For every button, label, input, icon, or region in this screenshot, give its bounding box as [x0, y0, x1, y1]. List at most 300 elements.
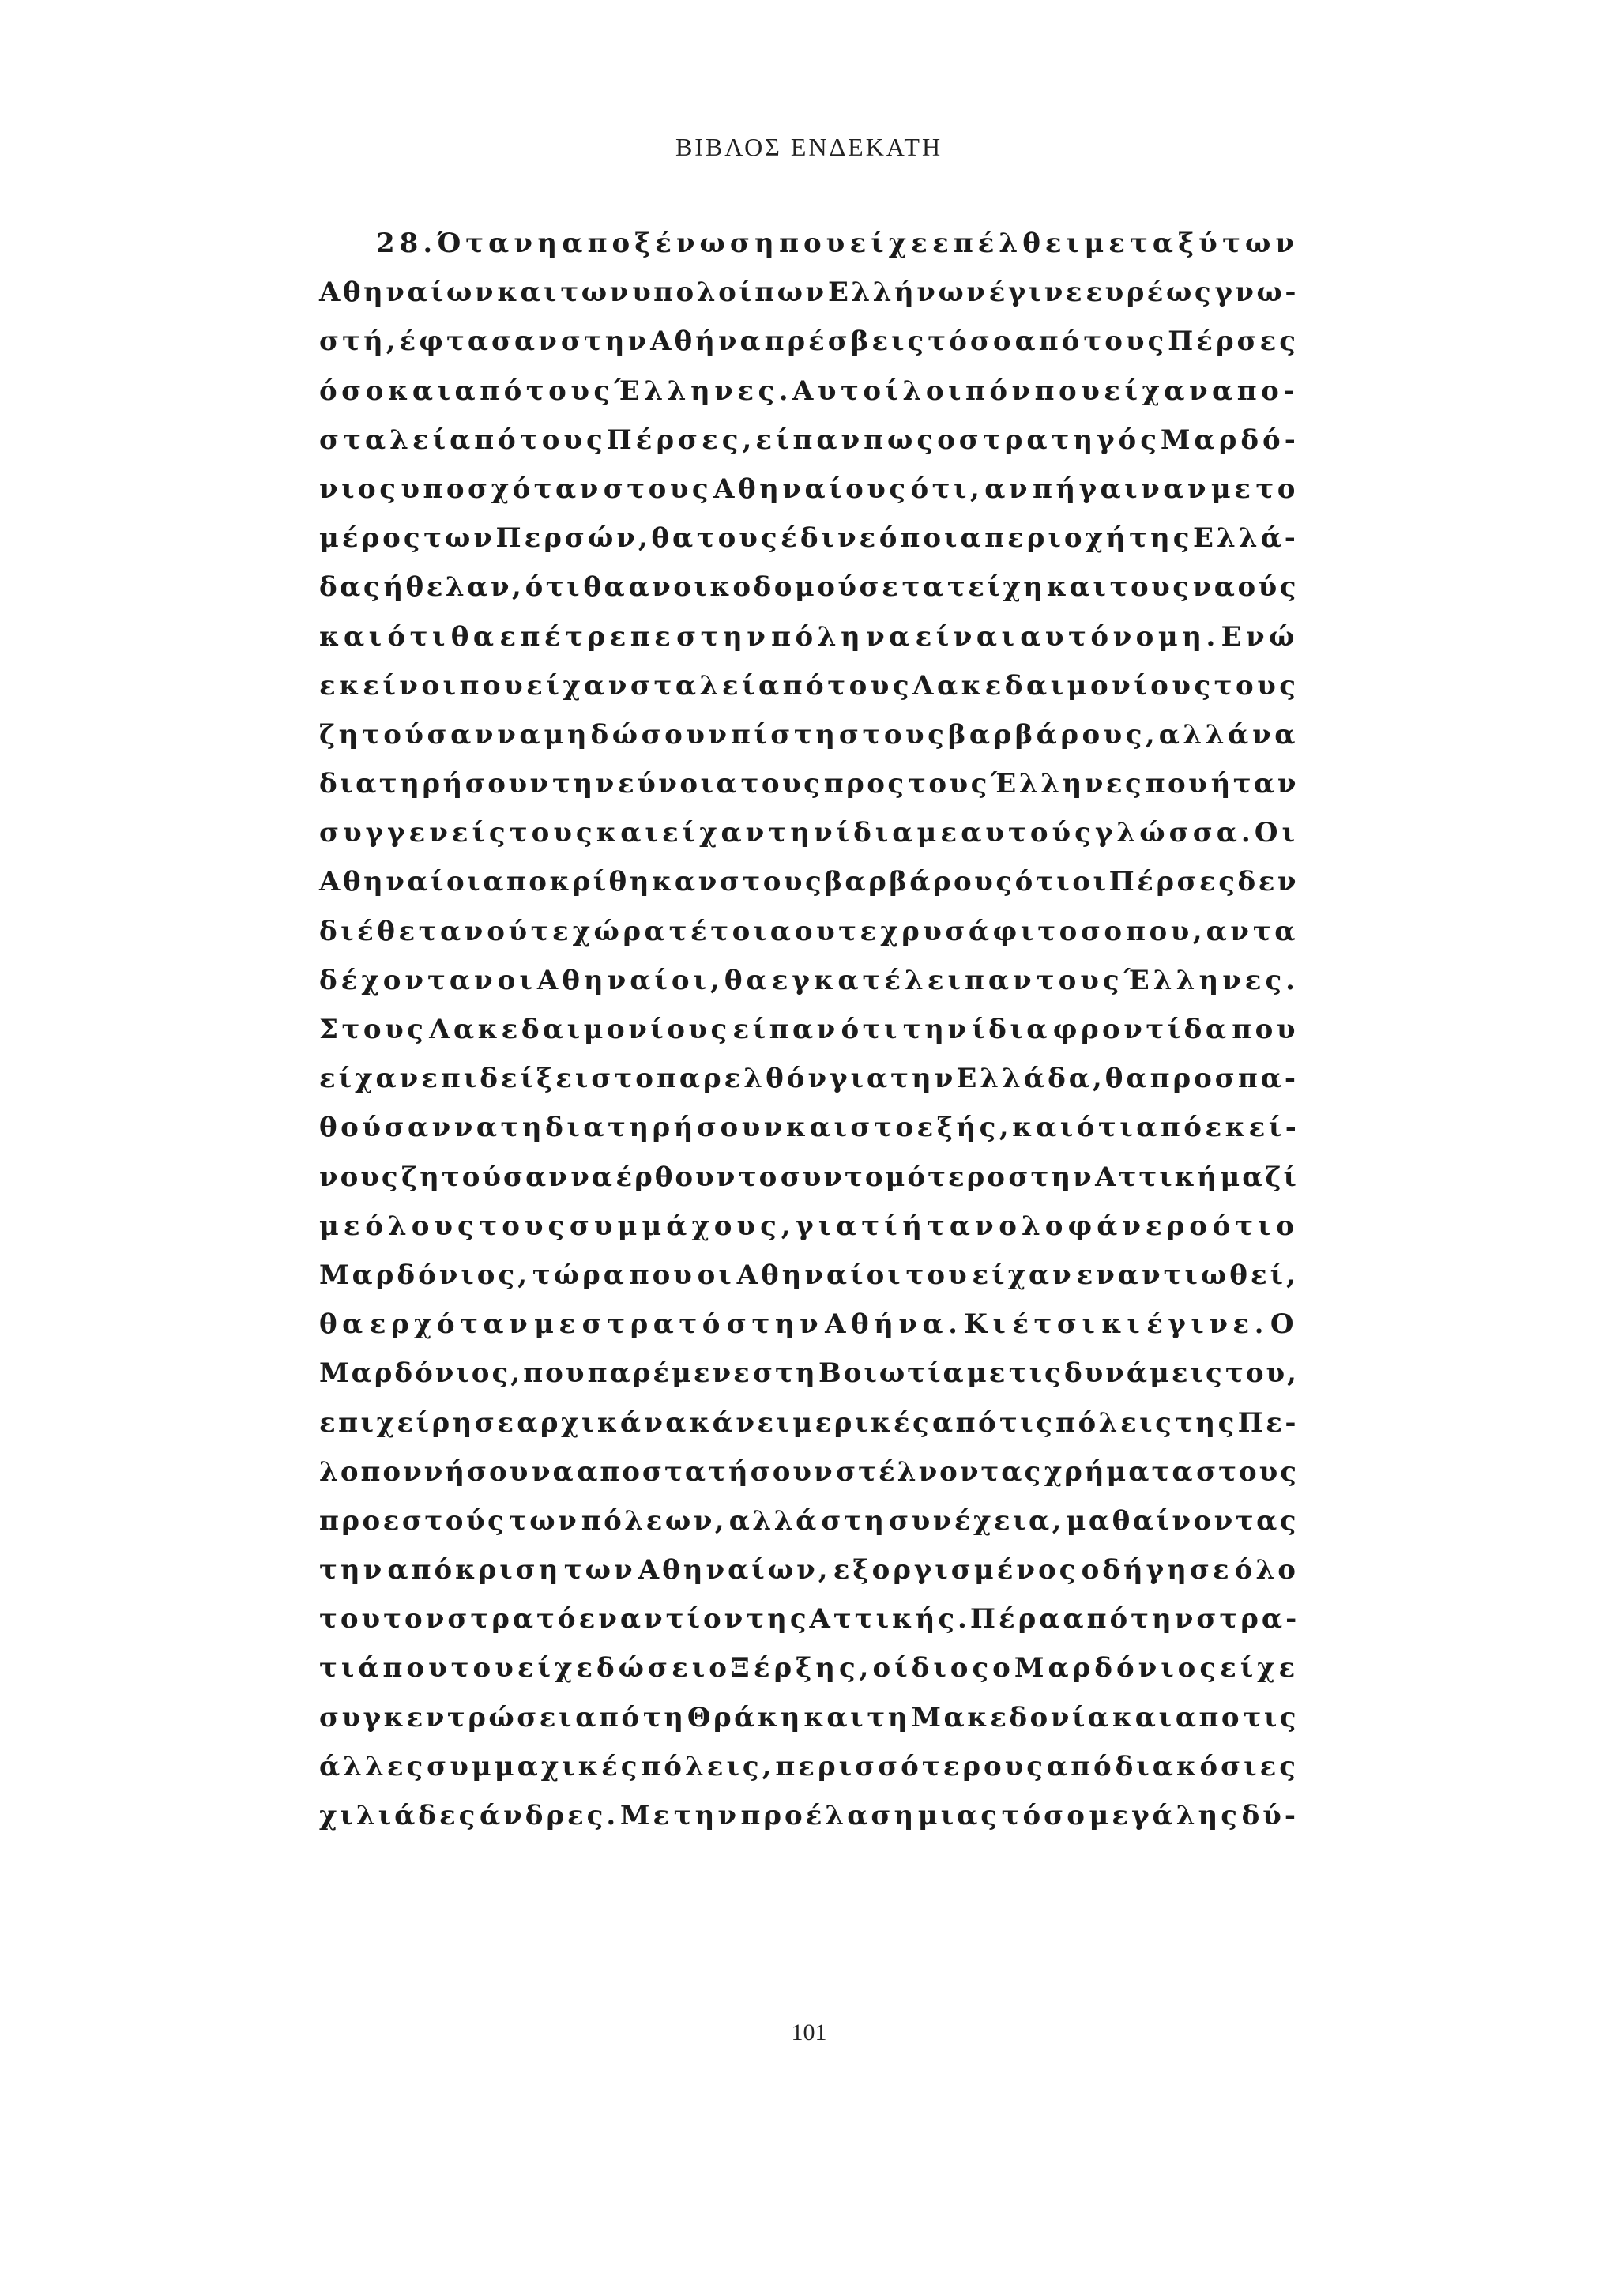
text-line [319, 1210, 1299, 1259]
text-line [319, 1014, 1299, 1063]
word: Στους [319, 1014, 427, 1045]
word: παρέμενε [587, 1357, 752, 1390]
word: ναούς [1192, 571, 1299, 604]
word: είναι [915, 620, 1019, 653]
word: την [319, 1554, 386, 1586]
word: προέλαση [740, 1800, 917, 1831]
word: Με [619, 1800, 673, 1831]
text-line [319, 817, 1299, 866]
word: ο [937, 423, 959, 456]
word: άνδρες. [479, 1800, 619, 1831]
word: να [497, 718, 544, 751]
word: για [830, 1063, 891, 1095]
word: Αθηναίοι [736, 1259, 904, 1291]
word: Ο [1270, 1308, 1299, 1341]
word: του [905, 1259, 970, 1291]
word: τους [1083, 326, 1168, 358]
word: διατηρήσουν [319, 768, 551, 800]
word: εναντιωθεί, [1076, 1259, 1299, 1291]
word: αν [1206, 915, 1253, 947]
word: με [534, 1308, 581, 1341]
word: μαθαίνοντας [1066, 1504, 1299, 1537]
word: διέθεταν [319, 915, 487, 947]
word: Έλληνες [991, 768, 1145, 800]
word: είχαν [1104, 375, 1213, 407]
text-line [319, 1161, 1299, 1210]
word: και [497, 277, 559, 309]
word: τους [696, 522, 781, 555]
word: του [450, 1652, 517, 1684]
word: είχαν [661, 817, 769, 849]
word: ολοφάνερο [999, 1210, 1212, 1242]
word: Αθηναίους [713, 472, 909, 505]
word: θούσαν [319, 1112, 454, 1144]
word: τους [1036, 964, 1123, 996]
word: ήθελαν, [383, 571, 525, 604]
word: ούτε [487, 915, 573, 947]
word: θα [1104, 1063, 1150, 1095]
word: Οι [1254, 817, 1299, 849]
word: με [966, 1357, 1008, 1390]
word: όποια [879, 522, 984, 555]
text-line [319, 866, 1299, 915]
word: χρήματα [1044, 1455, 1195, 1488]
word: μη [544, 718, 591, 751]
word: της [1129, 522, 1193, 555]
word: τη [642, 1701, 687, 1733]
word: τείχη [946, 571, 1046, 604]
text-line [319, 522, 1299, 571]
word: τους [519, 423, 607, 456]
word: ήταν [902, 1210, 999, 1242]
word: προεστούς [319, 1504, 507, 1537]
word: που [523, 1357, 587, 1390]
word: Πε- [1237, 1406, 1299, 1439]
word: Μακεδονία [911, 1701, 1112, 1733]
word: τα [1252, 915, 1299, 947]
word: μέρος [319, 522, 423, 555]
word: αυτόνομη. [1020, 620, 1220, 653]
word: συνέχεια, [889, 1504, 1064, 1537]
text-line [319, 965, 1299, 1014]
word: επιδείξει [421, 1063, 592, 1095]
word: που, [1126, 915, 1206, 947]
word: δέχονταν [319, 964, 497, 996]
word: πίστη [730, 718, 839, 751]
word: από [1046, 1750, 1115, 1782]
word: διακόσιες [1115, 1750, 1299, 1782]
word: είχε [849, 228, 932, 259]
word: με [916, 817, 961, 849]
word: των [563, 1554, 636, 1586]
word: την [902, 1014, 970, 1045]
word: και [1046, 571, 1109, 604]
word: ο [872, 1652, 895, 1684]
word: Αττικής. [809, 1603, 970, 1635]
word: ότι [1014, 866, 1073, 898]
word: στρατηγός [958, 423, 1161, 456]
word: Έλληνες. [1123, 964, 1299, 996]
word: το [1255, 472, 1299, 505]
word: τους [509, 817, 596, 849]
word: και [319, 620, 386, 653]
word: στους [838, 718, 948, 751]
word: Ελλήνων [827, 277, 988, 309]
word: είπαν [732, 1014, 839, 1045]
word: Έλληνες. [614, 375, 793, 407]
word: Πέρσες [1168, 326, 1299, 358]
word: του, [1225, 1357, 1299, 1390]
word: πόλεις, [641, 1750, 775, 1782]
word: της [1175, 1406, 1237, 1439]
word: ανοικοδομούσε [628, 571, 901, 604]
word: στην [726, 1308, 824, 1341]
word: είχαν [319, 1063, 422, 1095]
word: Λακεδαιμονίους [429, 1014, 731, 1045]
word: από [931, 1406, 999, 1439]
word: στους [1196, 1455, 1299, 1488]
word: να [531, 1455, 576, 1488]
word: από [1136, 1112, 1206, 1144]
text-line [319, 1800, 1299, 1849]
word: των [423, 522, 495, 555]
word: είπαν [755, 423, 864, 456]
text-line [319, 1702, 1299, 1751]
word: που [629, 1259, 695, 1291]
word: την [1131, 1603, 1197, 1635]
word: ζητούσαν [401, 1161, 570, 1193]
word: εύνοια [618, 768, 740, 800]
word: σταλεί [630, 669, 758, 702]
word: τους [1109, 571, 1192, 604]
word: είχε [517, 1652, 596, 1684]
word: τη [867, 1701, 911, 1733]
word: μαζί [1220, 1161, 1299, 1193]
word: νιος [319, 472, 400, 505]
word: να [1252, 718, 1299, 751]
word: τη [500, 1112, 546, 1144]
word: οι [497, 964, 536, 996]
word: Αθηναίων [319, 277, 496, 309]
word: θα [651, 522, 697, 555]
word: και [803, 1701, 867, 1733]
word: παρελθόν [656, 1063, 830, 1095]
word: εκείνοι [319, 669, 460, 702]
text-line [319, 571, 1299, 620]
text-line [319, 1505, 1299, 1554]
word: στή, [319, 326, 399, 358]
word: δώσουν [590, 718, 731, 751]
word: Μαρδόνιος [1014, 1652, 1221, 1684]
word: δώσει [596, 1652, 709, 1684]
word: από [454, 375, 526, 407]
body-text [319, 228, 1299, 1849]
word: έτσι [1012, 1308, 1101, 1341]
word: στη [821, 1504, 887, 1537]
word: πόλεις [1055, 1406, 1175, 1439]
word: ότι, [910, 472, 984, 505]
word: μερικές [792, 1406, 932, 1439]
word: που [1034, 375, 1104, 407]
word: και [1012, 1112, 1077, 1144]
word: θα [724, 964, 771, 996]
word: τόσο [1001, 1800, 1088, 1831]
word: των [1222, 228, 1299, 259]
word: πόλη [771, 620, 865, 653]
word: από [1014, 326, 1083, 358]
word: των [508, 1504, 580, 1537]
word: στους [603, 472, 713, 505]
word: συμμαχικές [427, 1750, 641, 1782]
word: αλλά [728, 1504, 819, 1537]
text-line [319, 670, 1299, 719]
word: τους [1214, 669, 1300, 702]
text-line [319, 916, 1299, 965]
word: επέτρεπε [499, 620, 675, 653]
word: να [644, 1406, 689, 1439]
word: άλλες [319, 1750, 427, 1782]
text-line [319, 1751, 1299, 1800]
word: Μαρδό- [1160, 423, 1300, 456]
word: στο [850, 1112, 917, 1144]
word: αυτούς [961, 817, 1095, 849]
word: τοσο [1037, 915, 1126, 947]
word: Ξέρξης, [730, 1652, 873, 1684]
word: στρατό [581, 1308, 725, 1341]
word: προς [823, 768, 907, 800]
word: εγκατέλειπαν [771, 964, 1036, 996]
word: στέλνοντας [836, 1455, 1044, 1488]
word: κάνει [689, 1406, 792, 1439]
word: Αυτοί [792, 375, 903, 407]
word: τις [1243, 1701, 1299, 1733]
word: ο [992, 1652, 1014, 1684]
word: ουτε [794, 915, 880, 947]
word: δας [319, 571, 383, 604]
text-line [319, 1554, 1299, 1603]
word: Αττική [1095, 1161, 1219, 1193]
word: πρέσβεις [764, 326, 928, 358]
text-line [319, 1456, 1299, 1505]
word: στρα- [1196, 1603, 1300, 1635]
text-line [319, 1063, 1299, 1112]
word: δύ- [1241, 1800, 1299, 1831]
word: πόλεων, [581, 1504, 728, 1537]
text-line [319, 1407, 1299, 1456]
word: θα [319, 1308, 368, 1341]
word: να [866, 620, 914, 653]
word: το [738, 1161, 780, 1193]
word: την [552, 768, 617, 800]
word: του [319, 1603, 384, 1635]
word: έδινε [781, 522, 879, 555]
word: τα [901, 571, 946, 604]
word: περισσότερους [775, 1750, 1046, 1782]
word: ο [709, 1652, 731, 1684]
word: από [575, 1701, 642, 1733]
word: Ελλά- [1193, 522, 1299, 555]
word: εξής, [916, 1112, 1013, 1144]
text-line [319, 473, 1299, 522]
running-header-title: ΒΙΒΛΟΣ ΕΝΔΕΚΑΤΗ [675, 133, 943, 161]
word: σταλεί [319, 423, 450, 456]
word: τόσο [928, 326, 1014, 358]
word: και [785, 1112, 851, 1144]
word: έγινε [988, 277, 1086, 309]
word: πως [864, 423, 938, 456]
word: στο [591, 1063, 657, 1095]
text-line [319, 375, 1299, 424]
word: μεταξύ [1084, 228, 1222, 259]
word: που [382, 1652, 451, 1684]
word: ότι [1212, 1210, 1276, 1242]
word: θα [583, 571, 628, 604]
word: περιοχή [984, 522, 1129, 555]
text-line [319, 1652, 1299, 1701]
text-line [319, 768, 1299, 817]
word: η [537, 228, 563, 259]
word: αν [984, 472, 1032, 505]
word: Κι [964, 1308, 1011, 1341]
word: ευρέως [1086, 277, 1214, 309]
word: Μαρδόνιος, [319, 1357, 523, 1390]
text-line [319, 228, 1299, 277]
word: συγγενείς [319, 817, 510, 849]
word: από [1063, 1603, 1131, 1635]
word: τις [1008, 1357, 1063, 1390]
text-line [319, 719, 1299, 768]
word: θα [450, 620, 499, 653]
word: αρχικά [517, 1406, 644, 1439]
word: χρυσάφι [880, 915, 1037, 947]
word: ερχόταν [369, 1308, 533, 1341]
text-line [319, 1357, 1299, 1406]
word: έρθουν [615, 1161, 738, 1193]
word: εναντίον [578, 1603, 747, 1635]
word: συντομότερο [780, 1161, 1007, 1193]
text-line [319, 621, 1299, 670]
word: Μαρδόνιος, [319, 1259, 531, 1291]
word: να [570, 1161, 615, 1193]
word: που [459, 669, 527, 702]
word: στη [753, 1357, 818, 1390]
word: ότι [525, 571, 583, 604]
word: όλους [365, 1210, 479, 1242]
word: Πέρσες [1108, 866, 1238, 898]
word: με [319, 1210, 365, 1242]
word: απόκριση [387, 1554, 562, 1586]
word: και [387, 375, 455, 407]
word: στρατό [447, 1603, 579, 1635]
word: τώρα [532, 1259, 627, 1291]
word: στην [1008, 1161, 1094, 1193]
word: στην [676, 620, 770, 653]
word: επέλθει [932, 228, 1085, 259]
text-line [319, 326, 1299, 375]
word: γνω- [1214, 277, 1299, 309]
word: την [673, 1800, 739, 1831]
word: τις [999, 1406, 1055, 1439]
word: τους [827, 669, 913, 702]
word: τέτοια [668, 915, 795, 947]
word: στην [560, 326, 650, 358]
word: αλλά [1158, 718, 1252, 751]
word: ότι [841, 1014, 901, 1045]
word: χιλιάδες [319, 1800, 479, 1831]
word: ήταν [1210, 768, 1299, 800]
word: γιατί [796, 1210, 902, 1242]
word: με [1210, 472, 1255, 505]
word: ίδιος [894, 1652, 993, 1684]
word: χώρα [572, 915, 669, 947]
text-line [319, 1112, 1299, 1161]
word: βαρβάρους, [947, 718, 1159, 751]
word: δεν [1237, 866, 1299, 898]
word: Αθηναίων, [638, 1554, 831, 1586]
word: απο- [1212, 375, 1299, 407]
word: και [1112, 1701, 1175, 1733]
word: τον [383, 1603, 448, 1635]
word: γλώσσα. [1094, 817, 1255, 849]
word: Ενώ [1221, 620, 1299, 653]
word: στους [719, 866, 825, 898]
word: φροντίδα [1052, 1014, 1230, 1045]
word: λοιπόν [902, 375, 1035, 407]
word: από [758, 669, 828, 702]
word: οι [697, 1259, 735, 1291]
word: προσπα- [1150, 1063, 1300, 1095]
word: αποστατήσουν [577, 1455, 835, 1488]
word: πήγαιναν [1032, 472, 1210, 505]
word: Πέρσες, [606, 423, 756, 456]
word: τους [479, 1210, 570, 1242]
word: Πέρα [969, 1603, 1063, 1635]
word: ίδια [836, 817, 917, 849]
word: μιας [917, 1800, 1000, 1831]
word: διατηρήσουν [545, 1112, 786, 1144]
page-number: 101 [791, 2019, 827, 2046]
word: ότι [1076, 1112, 1137, 1144]
word: από [450, 423, 520, 456]
word: Αθηναίοι [319, 866, 484, 898]
word: λοποννήσου [319, 1455, 531, 1488]
word: ίδια [972, 1014, 1051, 1045]
word: να [453, 1112, 501, 1144]
word: που [779, 228, 850, 259]
word: ζητούσαν [319, 718, 497, 751]
word: βαρβάρους [824, 866, 1015, 898]
word: υποσχόταν [401, 472, 602, 505]
word: εκεί- [1205, 1112, 1300, 1144]
text-line [319, 277, 1299, 326]
word: επιχείρησε [319, 1406, 517, 1439]
word: Θράκη [687, 1701, 803, 1733]
word: Βοιωτία [818, 1357, 966, 1390]
word: συγκεντρώσει [319, 1701, 574, 1733]
word: μεγάλης [1089, 1800, 1240, 1831]
word: οι [1072, 866, 1109, 898]
word: είχαν [972, 1259, 1074, 1291]
word: εξοργισμένος [833, 1554, 1079, 1586]
word: Λακεδαιμονίους [912, 669, 1214, 702]
word: κι [1101, 1308, 1146, 1341]
word: ο [1276, 1210, 1299, 1242]
word: τιά [319, 1652, 383, 1684]
word: των [560, 277, 631, 309]
word: την [890, 1063, 957, 1095]
word: όσο [319, 375, 388, 407]
word: οδήγησε [1081, 1554, 1232, 1586]
